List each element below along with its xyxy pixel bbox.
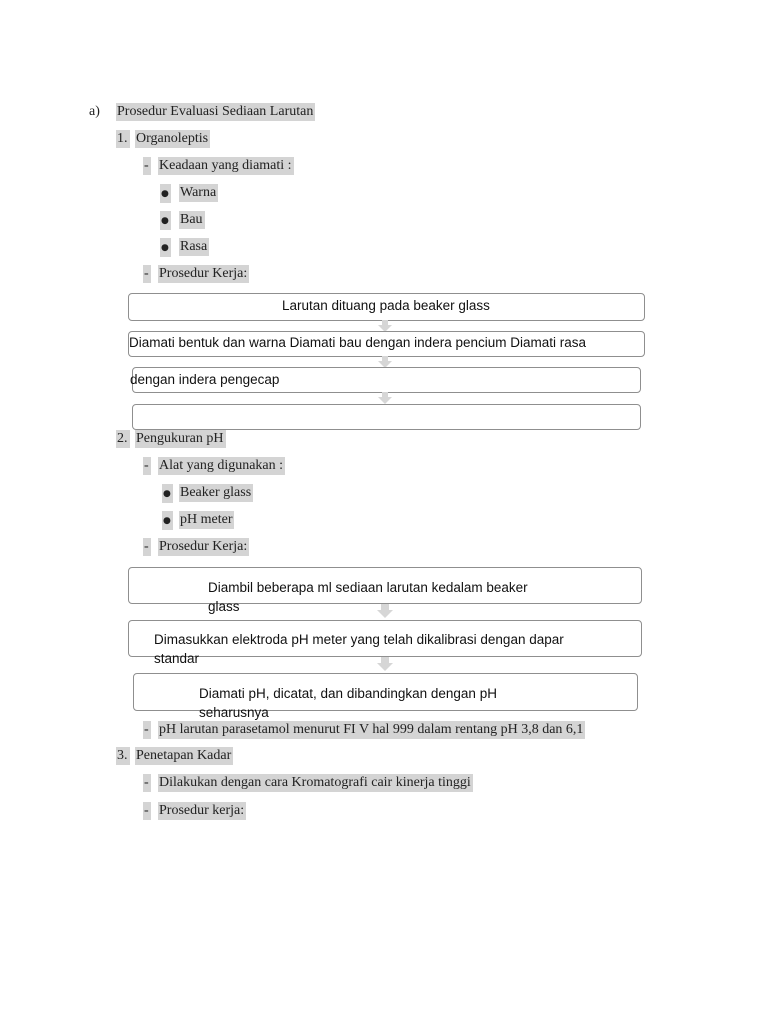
tool-item-beaker: Beaker glass [180,485,252,500]
item1-number: 1. [117,131,128,146]
section-title: Prosedur Evaluasi Sediaan Larutan [117,104,314,119]
bullet-icon: ● [160,184,171,203]
item2-title: Pengukuran pH [136,431,224,446]
flow1-step1-text: Larutan dituang pada beaker glass [282,298,490,313]
item1-observed-label: Keadaan yang diamati : [159,158,292,173]
item1-observed-dash: - [144,158,149,173]
item1-title: Organoleptis [136,131,209,146]
bullet-icon: ● [162,484,173,503]
item3-number: 3. [117,748,128,763]
item1-procedure-dash: - [144,266,149,281]
flow1-step3-text: dengan indera pengecap [130,372,280,387]
section-marker: a) [89,104,100,119]
item3-title: Penetapan Kadar [136,748,232,763]
bullet-icon: ● [160,238,171,257]
item3-procedure-label: Prosedur kerja: [159,803,245,818]
item2-number: 2. [117,431,128,446]
tool-item-ph-meter: pH meter [180,512,233,527]
observed-item-warna: Warna [180,185,217,200]
item2-note: pH larutan parasetamol menurut FI V hal 999 dalam rentang pH 3,8 dan 6,1 [159,722,584,737]
bullet-icon: ● [162,511,173,530]
flow2-step3-text-line2: seharusnya [199,705,269,720]
item2-procedure-label: Prosedur Kerja: [159,539,248,554]
item2-tools-dash: - [144,458,149,473]
observed-item-rasa: Rasa [180,239,208,254]
flow1-step2-text: Diamati bentuk dan warna Diamati bau dengan indera pencium Diamati rasa [129,335,587,350]
flow2-step2-text-line1: Dimasukkan elektroda pH meter yang telah dikalibrasi dengan dapar [154,632,564,647]
item3-method-dash: - [144,775,149,790]
flow2-step1-text-line2: glass [208,599,240,614]
item1-procedure-label: Prosedur Kerja: [159,266,248,281]
item2-note-dash: - [144,722,149,737]
observed-item-bau: Bau [180,212,203,227]
flow1-step4-box [132,404,641,430]
item3-procedure-dash: - [144,803,149,818]
item2-procedure-dash: - [144,539,149,554]
item3-method: Dilakukan dengan cara Kromatografi cair kinerja tinggi [159,775,471,790]
flow2-step3-text-line1: Diamati pH, dicatat, dan dibandingkan dengan pH [199,686,497,701]
flow2-step1-text-line1: Diambil beberapa ml sediaan larutan kedalam beaker [208,580,528,595]
flow2-step2-text-line2: standar [154,651,200,666]
bullet-icon: ● [160,211,171,230]
item2-tools-label: Alat yang digunakan : [159,458,284,473]
